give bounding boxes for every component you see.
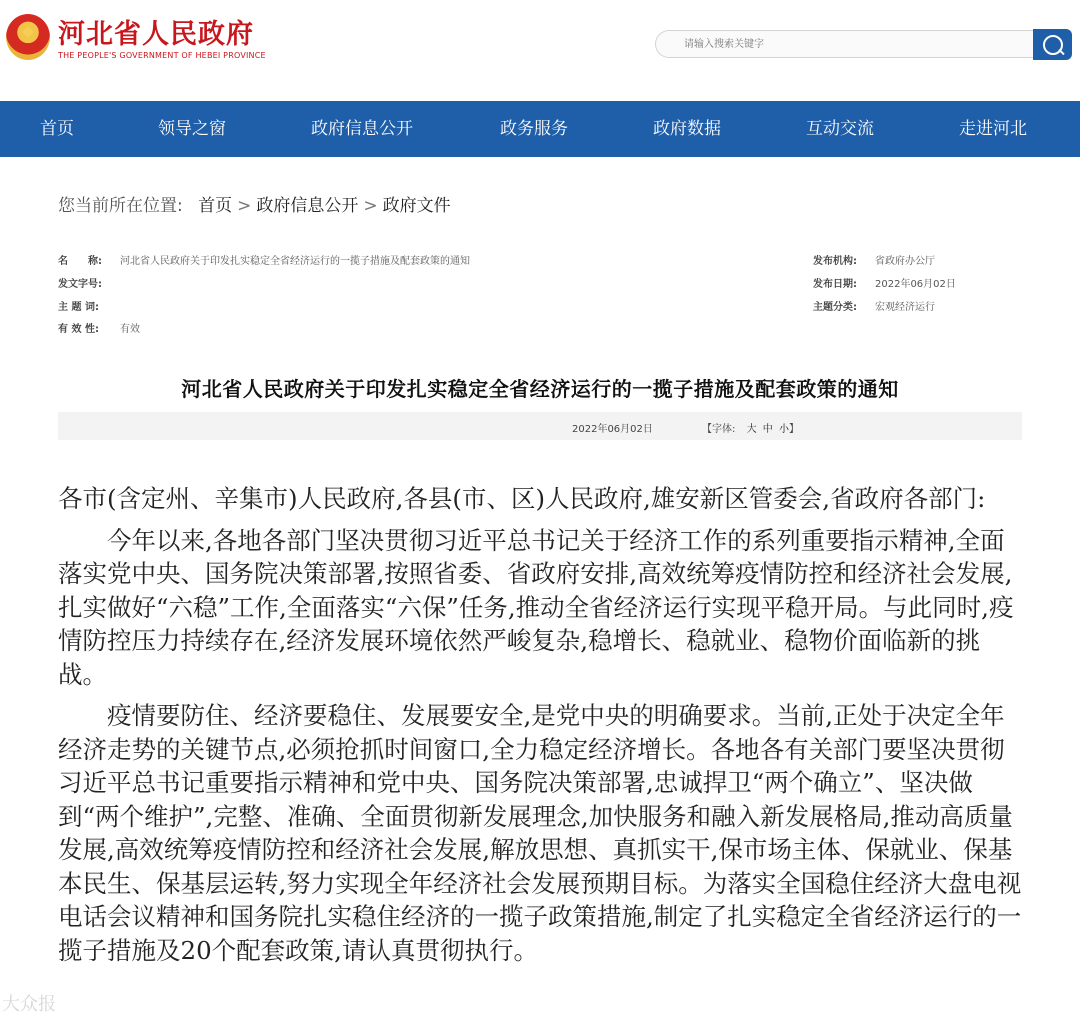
meta-keywords-label: 主 题 词: bbox=[58, 302, 99, 313]
meta-publish-date-value: 2022年06月02日 bbox=[875, 279, 956, 290]
meta-name bbox=[58, 252, 470, 267]
nav-item-info-disclosure[interactable]: 政府信息公开 bbox=[311, 119, 413, 139]
meta-name-value: 河北省人民政府关于印发扎实稳定全省经济运行的一揽子措施及配套政策的通知 bbox=[120, 256, 470, 267]
meta-validity-label: 有 效 性: bbox=[58, 324, 99, 335]
national-emblem-icon bbox=[6, 14, 50, 60]
breadcrumb-government-documents[interactable]: 政府文件 bbox=[382, 196, 451, 216]
meta-validity bbox=[58, 320, 140, 335]
search-button[interactable] bbox=[1033, 29, 1072, 60]
breadcrumb-separator: > bbox=[363, 196, 378, 216]
meta-publish-date-label: 发布日期: bbox=[813, 279, 857, 290]
meta-doc-number-label: 发文字号: bbox=[58, 279, 102, 290]
meta-publisher-label: 发布机构: bbox=[813, 256, 857, 267]
meta-validity-value: 有效 bbox=[120, 324, 140, 335]
article-paragraph: 疫情要防住、经济要稳住、发展要安全,是党中央的明确要求。当前,正处于决定全年经济走势的关键节点,必须抢抓时间窗口,全力稳定经济增长。各地各有关部门要坚决贯彻习近平总书记重要指示精神和党中央、国务院决策部署,忠诚捍卫“两个确立”、坚决做到“两个维护”,完整、准确、全面贯彻新发展理念,加快服务和融入新发展格局,推动高质量发展,高效统筹疫情防控和经济社会发展,解放思想、真抓实干,保市场主体、保就业、保基本民生、保基层运转,努力实现全年经济社会发展预期目标。为落实全国稳住经济大盘电视电话会议精神和国务院扎实稳住经济的一揽子政策措施,制定了扎实稳定全省经济运行的一揽子措施及20个配套政策,请认真贯彻执行。 bbox=[58, 701, 1022, 965]
font-size-large[interactable]: 大 bbox=[746, 424, 757, 435]
nav-item-home[interactable]: 首页 bbox=[40, 119, 74, 139]
article-body bbox=[58, 482, 1022, 967]
main-nav bbox=[0, 101, 1080, 157]
breadcrumb-prefix: 您当前所在位置: bbox=[58, 196, 183, 216]
breadcrumb bbox=[58, 191, 451, 216]
article-salutation: 各市(含定州、辛集市)人民政府,各县(市、区)人民政府,雄安新区管委会,省政府各部门: bbox=[58, 484, 986, 513]
font-size-close: 】 bbox=[788, 424, 799, 435]
font-size-label: 【字体: bbox=[702, 424, 736, 435]
breadcrumb-info-disclosure[interactable]: 政府信息公开 bbox=[256, 196, 359, 216]
meta-name-label: 名 称: bbox=[58, 256, 102, 267]
search-input[interactable] bbox=[655, 30, 1035, 58]
font-size-small[interactable]: 小 bbox=[778, 424, 789, 435]
nav-item-leaders[interactable]: 领导之窗 bbox=[158, 119, 226, 139]
font-size-medium[interactable]: 中 bbox=[762, 424, 773, 435]
watermark: 大众报 bbox=[2, 994, 56, 1015]
meta-doc-number bbox=[58, 275, 120, 290]
nav-item-interaction[interactable]: 互动交流 bbox=[806, 119, 874, 139]
meta-category-label: 主题分类: bbox=[813, 302, 857, 313]
breadcrumb-separator: > bbox=[237, 196, 252, 216]
meta-publisher bbox=[813, 252, 935, 267]
nav-item-about-hebei[interactable]: 走进河北 bbox=[959, 119, 1027, 139]
article-info-bar bbox=[58, 412, 1022, 440]
breadcrumb-home[interactable]: 首页 bbox=[198, 196, 233, 216]
meta-category bbox=[813, 298, 935, 313]
meta-category-value: 宏观经济运行 bbox=[875, 302, 935, 313]
meta-publisher-value: 省政府办公厅 bbox=[875, 256, 935, 267]
site-header bbox=[0, 0, 1080, 100]
article-title: 河北省人民政府关于印发扎实稳定全省经济运行的一揽子措施及配套政策的通知 bbox=[181, 377, 899, 401]
font-size-selector bbox=[702, 420, 799, 435]
site-title[interactable]: 河北省人民政府 bbox=[58, 19, 254, 50]
meta-keywords bbox=[58, 298, 120, 313]
meta-publish-date bbox=[813, 275, 956, 290]
article-paragraph: 今年以来,各地各部门坚决贯彻习近平总书记关于经济工作的系列重要指示精神,全面落实党中央、国务院决策部署,按照省委、省政府安排,高效统筹疫情防控和经济社会发展,扎实做好“六稳”工作,全面落实“六保”任务,推动全省经济运行实现平稳开局。与此同时,疫情防控压力持续存在,经济发展环境依然严峻复杂,稳增长、稳就业、稳物价面临新的挑战。 bbox=[58, 525, 1014, 689]
article-date: 2022年06月02日 bbox=[572, 424, 653, 435]
nav-item-government-services[interactable]: 政务服务 bbox=[500, 119, 568, 139]
nav-item-government-data[interactable]: 政府数据 bbox=[653, 119, 721, 139]
site-subtitle: THE PEOPLE'S GOVERNMENT OF HEBEI PROVINCE bbox=[58, 51, 266, 60]
